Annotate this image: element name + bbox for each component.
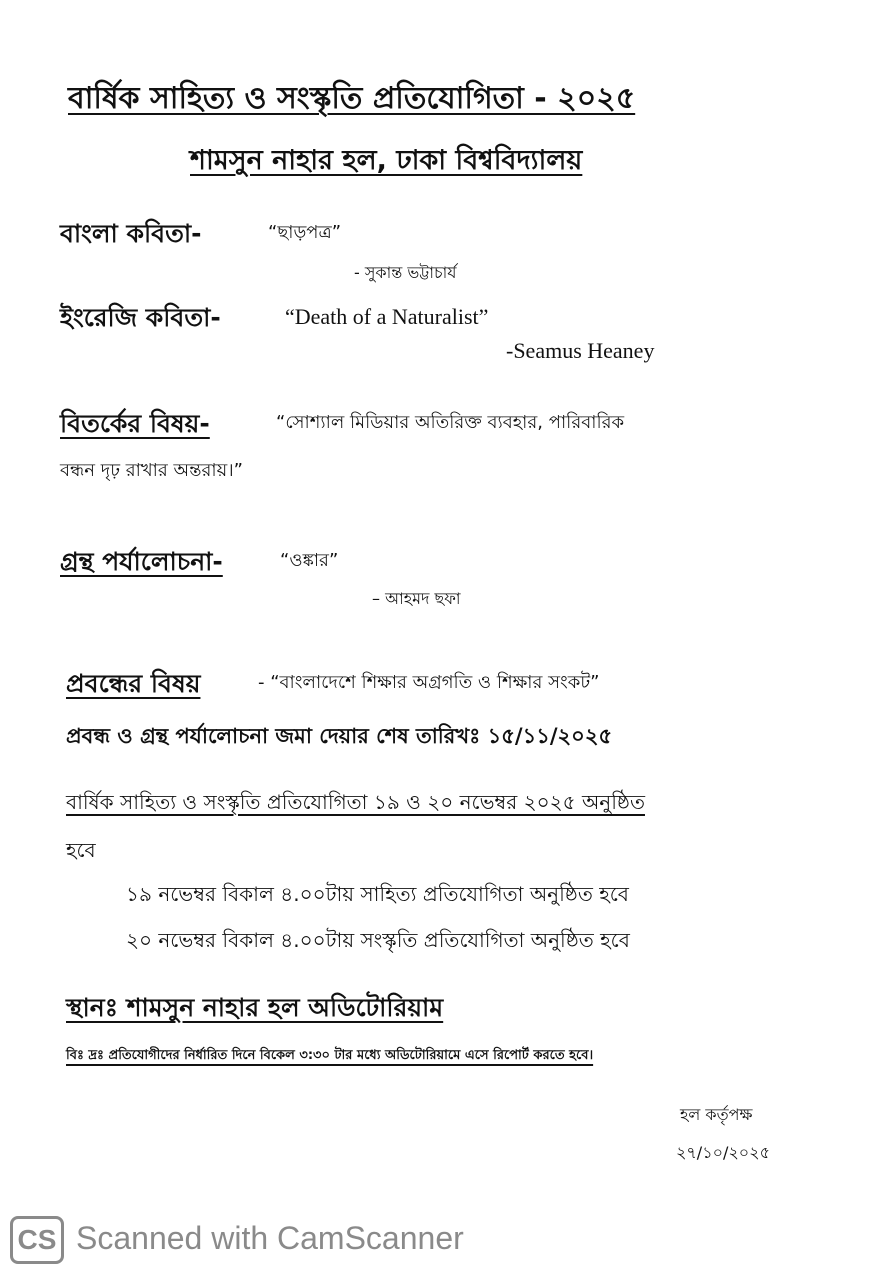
notice-note: বিঃ দ্রঃ প্রতিযোগীদের নির্ধারিত দিনে বিকেল ৩:৩০ টার মধ্যে অডিটোরিয়ামে এসে রিপোর্ট করতে হবে। [66, 1048, 594, 1063]
camscanner-logo-icon: CS [10, 1216, 64, 1264]
debate-topic-line1: “সোশ্যাল মিডিয়ার অতিরিক্ত ব্যবহার, পারিবারিক [276, 412, 625, 433]
english-poem-author: -Seamus Heaney [506, 338, 655, 363]
bangla-poem-author: - সুকান্ত ভট্টাচার্য [354, 263, 457, 282]
essay-label: প্রবন্ধের বিষয় [66, 669, 201, 698]
signature-authority: হল কর্তৃপক্ষ [680, 1105, 753, 1124]
bangla-poem-label: বাংলা কবিতা- [60, 219, 202, 248]
book-review-author: – আহমদ ছফা [372, 589, 461, 608]
venue: স্থানঃ শামসুন নাহার হল অডিটোরিয়াম [66, 993, 444, 1022]
book-review-title: “ওঙ্কার” [280, 550, 339, 571]
submission-deadline: প্রবন্ধ ও গ্রন্থ পর্যালোচনা জমা দেয়ার শেষ তারিখঃ ১৫/১১/২০২৫ [66, 724, 613, 748]
camscanner-watermark: Scanned with CamScanner [76, 1220, 464, 1256]
page-title: বার্ষিক সাহিত্য ও সংস্কৃতি প্রতিযোগিতা - ২০২৫ [68, 81, 636, 116]
bangla-poem-title: “ছাড়পত্র” [268, 222, 342, 243]
schedule-day2: ২০ নভেম্বর বিকাল ৪.০০টায় সংস্কৃতি প্রতিযোগিতা অনুষ্ঠিত হবে [126, 928, 630, 952]
english-poem-label: ইংরেজি কবিতা- [60, 303, 221, 332]
page-subtitle: শামসুন নাহার হল, ঢাকা বিশ্ববিদ্যালয় [190, 145, 583, 176]
signature-date: ২৭/১০/২০২৫ [676, 1143, 770, 1162]
debate-label: বিতর্কের বিষয়- [60, 409, 210, 438]
schedule-line2: হবে [66, 838, 96, 862]
debate-topic-line2: বন্ধন দৃঢ় রাখার অন্তরায়।” [60, 460, 243, 481]
english-poem-title: “Death of a Naturalist” [285, 304, 489, 329]
schedule-line1: বার্ষিক সাহিত্য ও সংস্কৃতি প্রতিযোগিতা ১৯ ও ২০ নভেম্বর ২০২৫ অনুষ্ঠিত [66, 790, 645, 814]
book-review-label: গ্রন্থ পর্যালোচনা- [60, 547, 223, 576]
essay-topic: - “বাংলাদেশে শিক্ষার অগ্রগতি ও শিক্ষার সংকট” [258, 672, 600, 693]
schedule-day1: ১৯ নভেম্বর বিকাল ৪.০০টায় সাহিত্য প্রতিযোগিতা অনুষ্ঠিত হবে [126, 882, 629, 906]
